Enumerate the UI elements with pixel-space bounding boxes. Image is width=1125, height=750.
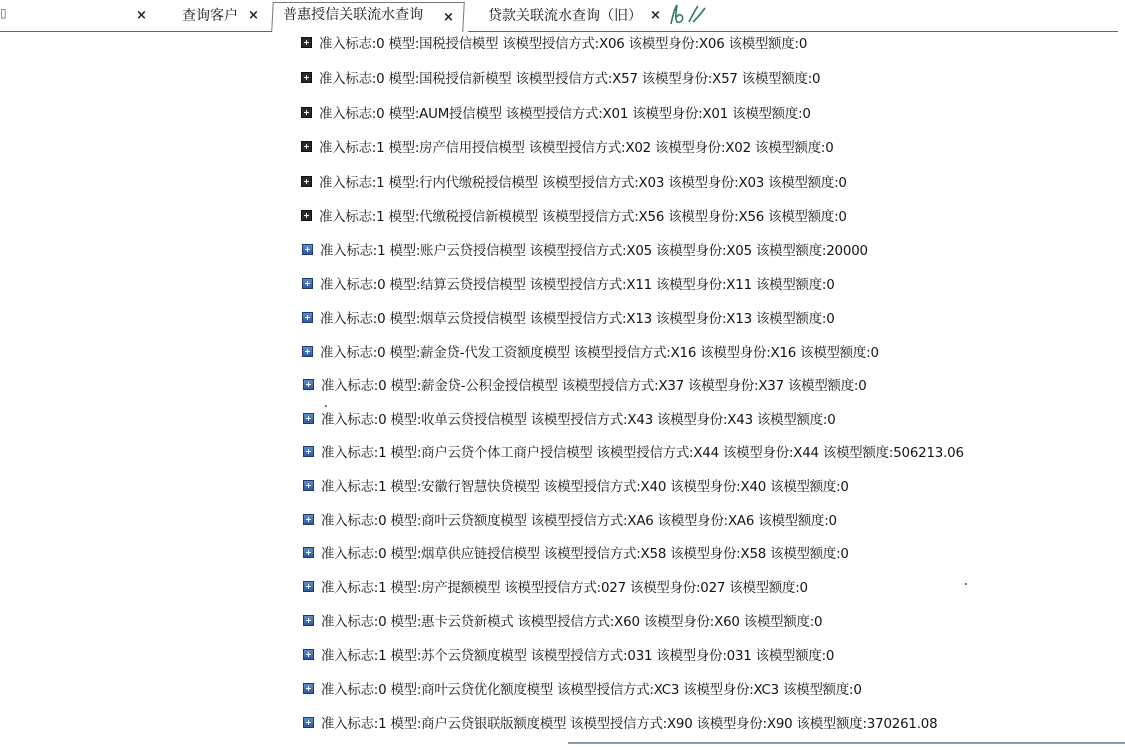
- tab-loan-flow-query-old[interactable]: [478, 4, 646, 30]
- list-item-text: 准入标志:1 模型:代缴税授信新模模型 该模型授信方式:X56 该模型身份:X56 该模型额度:0: [319, 209, 847, 225]
- list-item-text: 准入标志:1 模型:商户云贷银联版额度模型 该模型授信方式:X90 该模型身份:X90 该模型额度:370261.08: [321, 716, 938, 732]
- list-item[interactable]: [301, 135, 834, 157]
- list-item[interactable]: [303, 407, 836, 429]
- list-item[interactable]: [303, 373, 867, 395]
- list-item-text: 准入标志:1 模型:安徽行智慧快贷模型 该模型授信方式:X40 该模型身份:X40 该模型额度:0: [321, 479, 849, 495]
- tab-overflow-edge: ▯: [0, 6, 7, 20]
- expand-plus-icon[interactable]: [303, 514, 314, 525]
- expand-plus-icon[interactable]: [302, 278, 313, 289]
- list-item[interactable]: [301, 66, 820, 88]
- tab-query-customer-close-icon[interactable]: ×: [248, 8, 259, 23]
- list-item[interactable]: [303, 643, 834, 665]
- expand-plus-icon[interactable]: [303, 581, 314, 592]
- expand-plus-icon[interactable]: [301, 176, 312, 187]
- expand-plus-icon[interactable]: [302, 244, 313, 255]
- bottom-scroll-edge: [568, 742, 1125, 744]
- list-item-text: 准入标志:1 模型:商户云贷个体工商户授信模型 该模型授信方式:X44 该模型身份:X44 该模型额度:506213.06: [321, 445, 964, 461]
- expand-plus-icon[interactable]: [303, 717, 314, 728]
- expand-plus-icon[interactable]: [303, 480, 314, 491]
- list-item-text: 准入标志:1 模型:苏个云贷额度模型 该模型授信方式:031 该模型身份:031 该模型额度:0: [321, 648, 835, 664]
- tab-loan-flow-query-old-close-icon[interactable]: ×: [650, 8, 661, 23]
- list-item[interactable]: [301, 170, 847, 192]
- tab-baseline-left: [0, 31, 272, 32]
- tab-label: 贷款关联流水查询（旧）: [488, 8, 642, 24]
- tab-label: 普惠授信关联流水查询: [283, 7, 424, 23]
- tab-blank-close-icon[interactable]: ×: [136, 8, 147, 23]
- list-item-text: 准入标志:0 模型:收单云贷授信模型 该模型授信方式:X43 该模型身份:X43 该模型额度:0: [321, 412, 836, 428]
- tab-blank[interactable]: [8, 4, 133, 30]
- list-item-text: 准入标志:0 模型:薪金贷-代发工资额度模型 该模型授信方式:X16 该模型身份:X16 该模型额度:0: [320, 345, 879, 361]
- tab-query-customer[interactable]: [172, 4, 244, 30]
- list-item-text: 准入标志:1 模型:房产提额模型 该模型授信方式:027 该模型身份:027 该模型额度:0: [321, 580, 808, 596]
- list-item-text: 准入标志:0 模型:惠卡云贷新模式 该模型授信方式:X60 该模型身份:X60 该模型额度:0: [321, 614, 823, 630]
- list-item[interactable]: [302, 306, 835, 328]
- expand-plus-icon[interactable]: [302, 346, 313, 357]
- tab-puhui-credit-flow-query-close-icon[interactable]: ×: [443, 10, 454, 25]
- list-item[interactable]: [303, 677, 862, 699]
- list-item-text: 准入标志:1 模型:行内代缴税授信模型 该模型授信方式:X03 该模型身份:X03 该模型额度:0: [319, 175, 847, 191]
- list-item[interactable]: [302, 238, 868, 260]
- expand-plus-icon[interactable]: [303, 413, 314, 424]
- list-item-text: 准入标志:1 模型:账户云贷授信模型 该模型授信方式:X05 该模型身份:X05 该模型额度:20000: [320, 243, 868, 259]
- list-item[interactable]: [303, 508, 837, 530]
- list-item[interactable]: [301, 204, 847, 226]
- list-item[interactable]: [303, 609, 822, 631]
- expand-plus-icon[interactable]: [303, 446, 314, 457]
- list-item[interactable]: [303, 474, 849, 496]
- list-item[interactable]: [303, 541, 849, 563]
- list-item-text: 准入标志:0 模型:AUM授信模型 该模型授信方式:X01 该模型身份:X01 该模型额度:0: [319, 106, 811, 122]
- expand-plus-icon[interactable]: [303, 683, 314, 694]
- expand-plus-icon[interactable]: [303, 547, 314, 558]
- list-item[interactable]: [301, 101, 811, 123]
- list-item-text: 准入标志:0 模型:商叶云贷额度模型 该模型授信方式:XA6 该模型身份:XA6 该模型额度:0: [321, 513, 837, 529]
- expand-plus-icon[interactable]: [301, 107, 312, 118]
- list-item-text: 准入标志:0 模型:商叶云贷优化额度模型 该模型授信方式:XC3 该模型身份:XC3 该模型额度:0: [321, 682, 862, 698]
- list-item-text: 准入标志:0 模型:薪金贷-公积金授信模型 该模型授信方式:X37 该模型身份:X37 该模型额度:0: [321, 378, 867, 394]
- list-item[interactable]: [301, 31, 807, 53]
- tab-puhui-credit-flow-query[interactable]: [271, 2, 465, 32]
- expand-plus-icon[interactable]: [303, 615, 314, 626]
- expand-plus-icon[interactable]: [303, 379, 314, 390]
- list-item-text: 准入标志:0 模型:烟草云贷授信模型 该模型授信方式:X13 该模型身份:X13 该模型额度:0: [320, 311, 835, 327]
- list-item-text: 准入标志:0 模型:结算云贷授信模型 该模型授信方式:X11 该模型身份:X11 该模型额度:0: [320, 277, 835, 293]
- list-item[interactable]: [303, 440, 964, 462]
- expand-plus-icon[interactable]: [301, 37, 312, 48]
- scan-speck: [965, 583, 967, 585]
- scan-speck: [325, 405, 327, 407]
- expand-plus-icon[interactable]: [301, 210, 312, 221]
- expand-plus-icon[interactable]: [303, 649, 314, 660]
- expand-plus-icon[interactable]: [301, 141, 312, 152]
- list-item-text: 准入标志:1 模型:房产信用授信模型 该模型授信方式:X02 该模型身份:X02 该模型额度:0: [319, 140, 834, 156]
- list-item[interactable]: [302, 340, 879, 362]
- expand-plus-icon[interactable]: [301, 72, 312, 83]
- tab-bar: [0, 0, 1125, 32]
- list-item[interactable]: [303, 575, 808, 597]
- list-item-text: 准入标志:0 模型:国税授信模型 该模型授信方式:X06 该模型身份:X06 该模型额度:0: [319, 36, 808, 52]
- expand-plus-icon[interactable]: [302, 312, 313, 323]
- tab-label: 查询客户: [182, 8, 238, 24]
- handwritten-mark: [665, 2, 713, 28]
- list-item-text: 准入标志:0 模型:国税授信新模型 该模型授信方式:X57 该模型身份:X57 该模型额度:0: [319, 71, 821, 87]
- list-item[interactable]: [303, 711, 937, 733]
- list-item[interactable]: [302, 272, 835, 294]
- list-item-text: 准入标志:0 模型:烟草供应链授信模型 该模型授信方式:X58 该模型身份:X58 该模型额度:0: [321, 546, 849, 562]
